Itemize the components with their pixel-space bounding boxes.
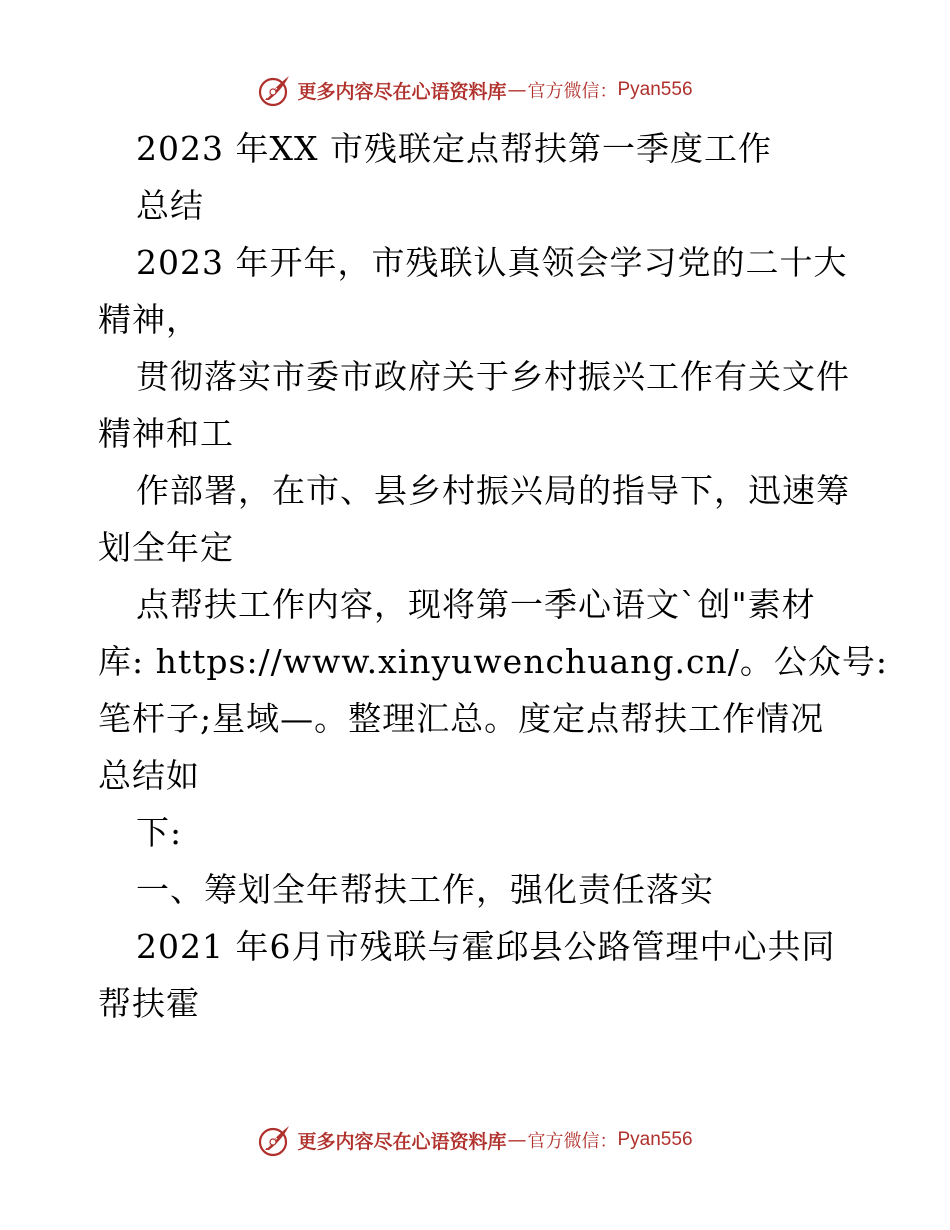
- paragraph-line: 精神和工: [98, 414, 234, 453]
- doc-title-line-2: 总结: [136, 186, 204, 225]
- watermark-dash: —: [507, 1129, 527, 1151]
- doc-title-line-1: 2023 年XX 市残联定点帮扶第一季度工作: [136, 129, 772, 168]
- watermark-wechat-id: Pyan556: [617, 1129, 693, 1150]
- paragraph-line: 点帮扶工作内容，现将第一季心语文`创"素材: [136, 585, 816, 624]
- paragraph-line: 贯彻落实市委市政府关于乡村振兴工作有关文件: [136, 357, 850, 396]
- document-body: [98, 120, 888, 1032]
- paragraph-line: 2021 年6月市残联与霍邱县公路管理中心共同: [136, 927, 836, 966]
- paragraph-line: 库: https://www.xinyuwenchuang.cn/。公众号:: [98, 642, 888, 681]
- section-heading: 一、筹划全年帮扶工作，强化责任落实: [136, 870, 714, 909]
- paragraph-line: 帮扶霍: [98, 984, 200, 1023]
- watermark-contact-label: 官方微信：: [527, 1131, 618, 1152]
- header-watermark-banner: [0, 70, 950, 110]
- paragraph-line: 划全年定: [98, 528, 234, 567]
- paragraph-line: 作部署，在市、县乡村振兴局的指导下，迅速筹: [136, 471, 850, 510]
- paragraph-line: 笔杆子;星域—。整理汇总。度定点帮扶工作情况: [98, 699, 825, 738]
- watermark-contact-label: 官方微信：: [527, 81, 618, 102]
- watermark-dash: —: [507, 79, 527, 101]
- paragraph-line: 2023 年开年，市残联认真领会学习党的二十大: [136, 243, 848, 282]
- quill-logo-icon: [257, 1122, 293, 1158]
- watermark-title: 更多内容尽在心语资料库: [297, 80, 507, 103]
- watermark-wechat-id: Pyan556: [617, 79, 693, 100]
- quill-logo-icon: [257, 72, 293, 108]
- paragraph-line: 精神，: [98, 300, 200, 339]
- watermark-title: 更多内容尽在心语资料库: [297, 1130, 507, 1153]
- footer-watermark-banner: [0, 1120, 950, 1160]
- paragraph-line: 总结如: [98, 756, 200, 795]
- paragraph-line: 下:: [136, 813, 183, 852]
